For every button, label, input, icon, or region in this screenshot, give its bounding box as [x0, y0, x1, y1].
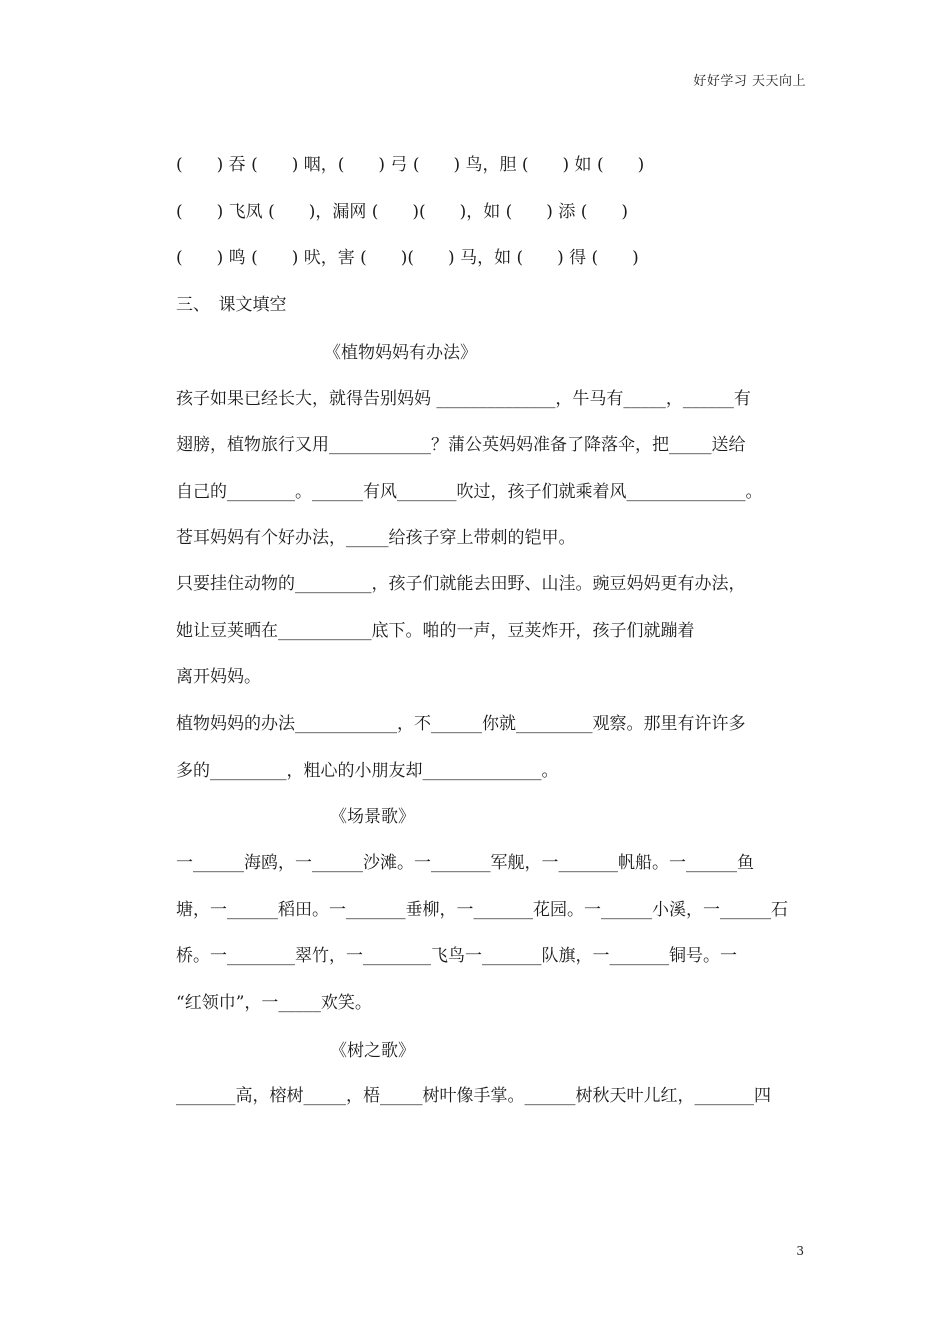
lesson-title-plants: 《植物妈妈有办法》 [324, 343, 477, 363]
idiom-line-3: ( ) 鸣 ( ) 吠，害 ( )( ) 马，如 ( ) 得 ( ) [176, 248, 639, 268]
text-line: 翅膀，植物旅行又用____________？蒲公英妈妈准备了降落伞，把_____送给 [176, 435, 746, 455]
section-heading: 三、 课文填空 [176, 295, 287, 315]
text-line: 一______海鸥，一______沙滩。一_______军舰，一_______帆船。一______鱼 [176, 853, 754, 873]
text-line: 离开妈妈。 [176, 667, 261, 687]
page-number: 3 [796, 1244, 804, 1258]
idiom-line-2: ( ) 飞凤 ( )，漏网 ( )( )，如 ( ) 添 ( ) [176, 202, 629, 222]
lesson-title-trees: 《树之歌》 [330, 1041, 415, 1061]
text-line: 苍耳妈妈有个好办法，_____给孩子穿上带刺的铠甲。 [176, 528, 576, 548]
text-line: 塘，一______稻田。一_______垂柳，一_______花园。一______小溪，一______石 [176, 900, 788, 920]
lesson-title-scene: 《场景歌》 [330, 807, 415, 827]
text-line: 桥。一________翠竹，一________飞鸟一_______队旗，一_______铜号。一 [176, 946, 737, 966]
page-header: 好好学习 天天向上 [693, 74, 806, 89]
text-line: 只要挂住动物的_________，孩子们就能去田野、山洼。豌豆妈妈更有办法， [176, 574, 746, 594]
text-line: “红领巾”，一_____欢笑。 [176, 993, 372, 1013]
text-line: _______高，榕树_____，梧_____树叶像手掌。______树秋天叶儿红，_______四 [176, 1086, 771, 1106]
text-line: 自己的________。______有风_______吹过，孩子们就乘着风______________。 [176, 482, 763, 502]
text-line: 孩子如果已经长大，就得告别妈妈 ______________，牛马有_____，______有 [176, 389, 751, 409]
idiom-line-1: ( ) 吞 ( ) 咽，( ) 弓 ( ) 鸟，胆 ( ) 如 ( ) [176, 155, 645, 175]
text-line: 植物妈妈的办法____________，不______你就_________观察。那里有许许多 [176, 714, 746, 734]
text-line: 多的_________，粗心的小朋友却______________。 [176, 761, 559, 781]
text-line: 她让豆荚晒在___________底下。啪的一声，豆荚炸开，孩子们就蹦着 [176, 621, 695, 641]
